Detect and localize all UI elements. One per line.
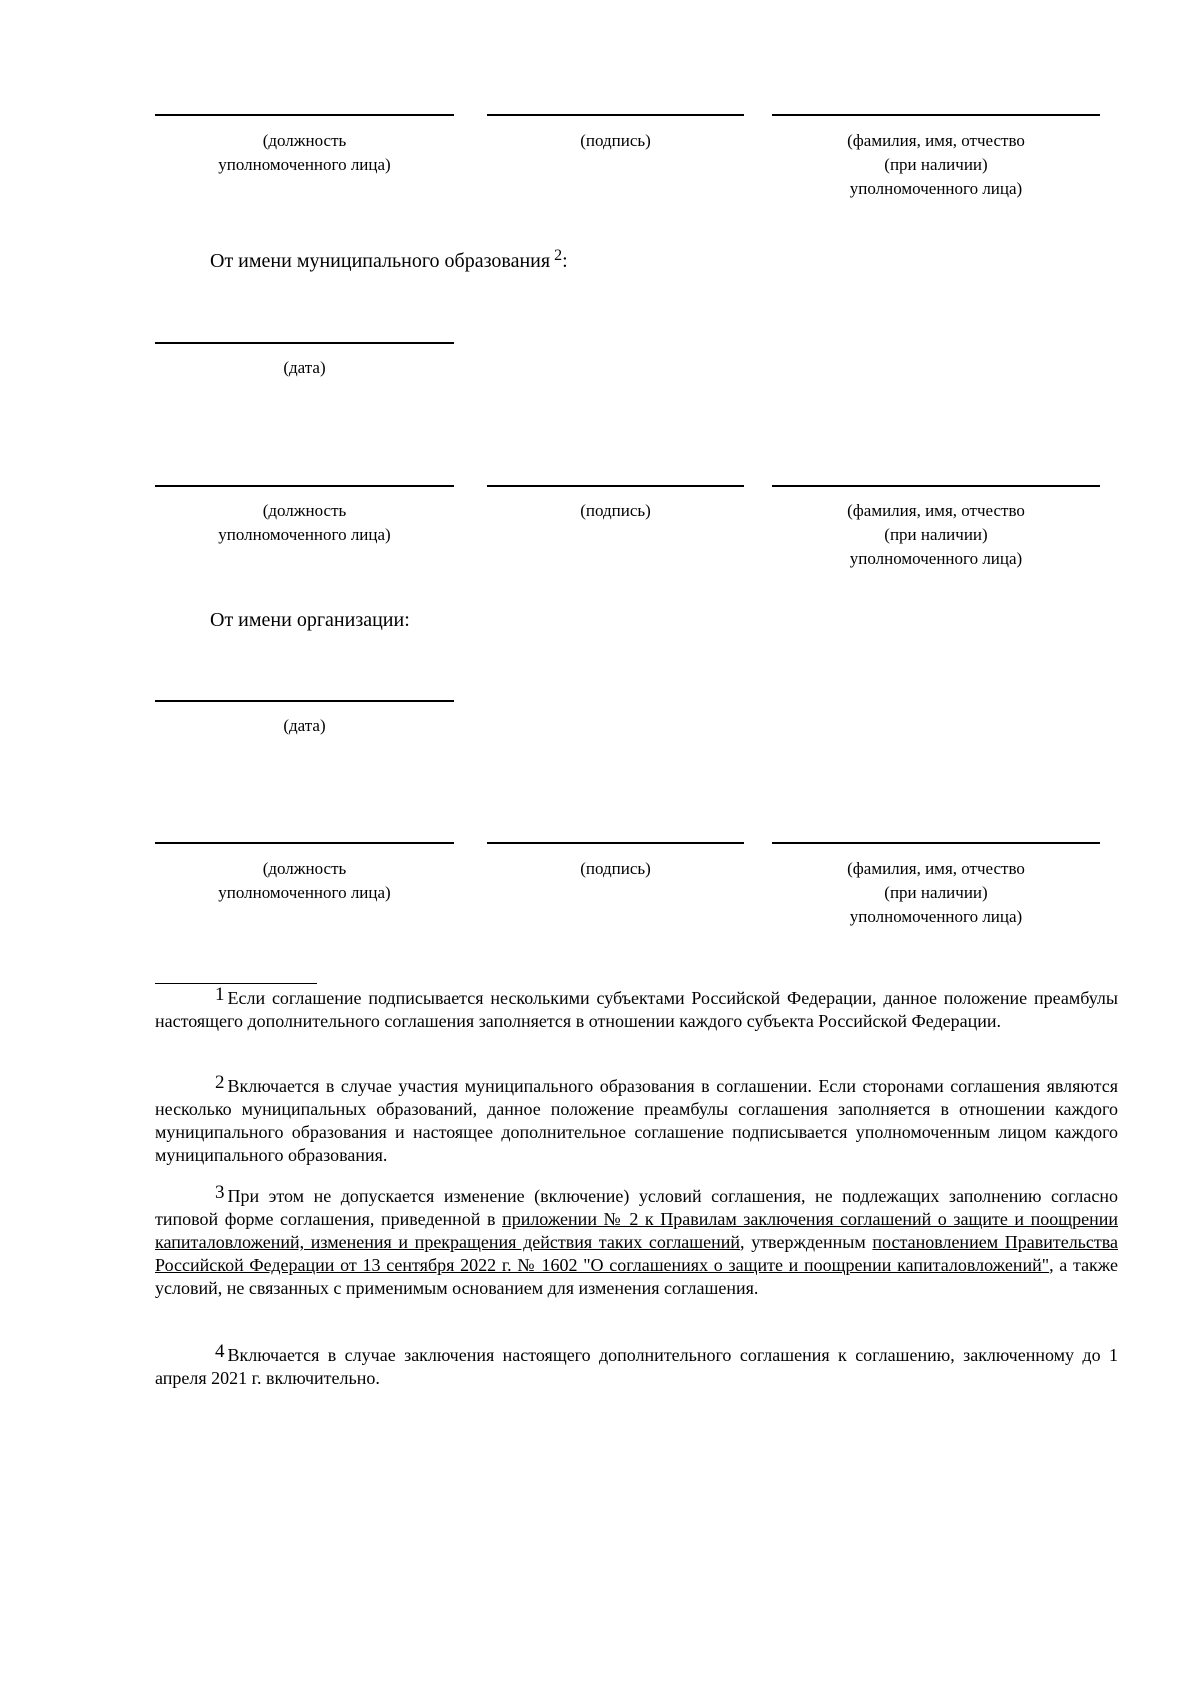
government-decree-link[interactable]: постановлением Правительства Российской Федерации от 13 сентября 2022 г. № 1602 "О соглашениях о защите и поощрении капиталовложений" bbox=[155, 1232, 1118, 1275]
municipality-heading: От имени муниципального образования $^2$: bbox=[210, 247, 568, 272]
signature-caption: (подпись) bbox=[580, 131, 651, 150]
date-line[interactable] bbox=[155, 342, 454, 344]
position-line[interactable] bbox=[155, 114, 454, 116]
signature-caption: (подпись) bbox=[580, 859, 651, 878]
footnote-ref[interactable]: 2 bbox=[554, 247, 563, 264]
name-caption: (фамилия, имя, отчество (при наличии) уполномоченного лица) bbox=[847, 501, 1025, 568]
signature-line[interactable] bbox=[487, 114, 744, 116]
date-caption: (дата) bbox=[283, 358, 326, 377]
date-caption: (дата) bbox=[283, 716, 326, 735]
footnote-number: 4 bbox=[215, 1341, 225, 1362]
footnote-4: 4 Включается в случае заключения настоящего дополнительного соглашения к соглашению, заключенному до 1 апреля 2021 г. включительно. bbox=[155, 1341, 1118, 1388]
date-line[interactable] bbox=[155, 700, 454, 702]
name-line[interactable] bbox=[772, 485, 1100, 487]
name-line[interactable] bbox=[772, 842, 1100, 844]
position-caption: (должность уполномоченного лица) bbox=[218, 859, 391, 902]
footnote-2: 2 Включается в случае участия муниципального образования в соглашении. Если сторонами соглашения являются несколько муниципальных образований, данное положение преамбулы соглашения заполняется в отношении каждого муниципального образования и настоящее дополнительное соглашение подписывается уполномоченным лицом каждого муниципального образования. bbox=[155, 1072, 1118, 1165]
signature-line[interactable] bbox=[487, 842, 744, 844]
name-line[interactable] bbox=[772, 114, 1100, 116]
organization-heading: От имени организации: bbox=[210, 609, 410, 631]
name-caption: (фамилия, имя, отчество (при наличии) уполномоченного лица) bbox=[847, 131, 1025, 198]
position-line[interactable] bbox=[155, 485, 454, 487]
name-caption: (фамилия, имя, отчество (при наличии) уполномоченного лица) bbox=[847, 859, 1025, 926]
position-line[interactable] bbox=[155, 842, 454, 844]
footnote-number: 3 bbox=[215, 1182, 225, 1203]
footnote-number: 1 bbox=[215, 984, 225, 1005]
position-caption: (должность уполномоченного лица) bbox=[218, 131, 391, 174]
signature-caption: (подпись) bbox=[580, 501, 651, 520]
footnote-1: 1 Если соглашение подписывается несколькими субъектами Российской Федерации, данное положение преамбулы настоящего дополнительного соглашения заполняется в отношении каждого субъекта Российской Федерации. bbox=[155, 984, 1118, 1031]
signature-line[interactable] bbox=[487, 485, 744, 487]
regulation-appendix-link[interactable]: приложении № 2 к Правилам заключения соглашений о защите и поощрении капиталовложений, изменения и прекращения действия таких соглашений bbox=[155, 1209, 1118, 1252]
footnote-3: 3 При этом не допускается изменение (включение) условий соглашения, не подлежащих заполнению согласно типовой форме соглашения, приведенной в приложении № 2 к Правилам заключения соглашений о защите и поощрении капиталовложений, изменения и прекращения действия таких соглашений, утвержденным постановлением Правительства Российской Федерации от 13 сентября 2022 г. № 1602 "О соглашениях о защите и поощрении капиталовложений", а также условий, не связанных с применимым основанием для изменения соглашения. bbox=[155, 1182, 1118, 1298]
position-caption: (должность уполномоченного лица) bbox=[218, 501, 391, 544]
footnote-number: 2 bbox=[215, 1072, 225, 1093]
